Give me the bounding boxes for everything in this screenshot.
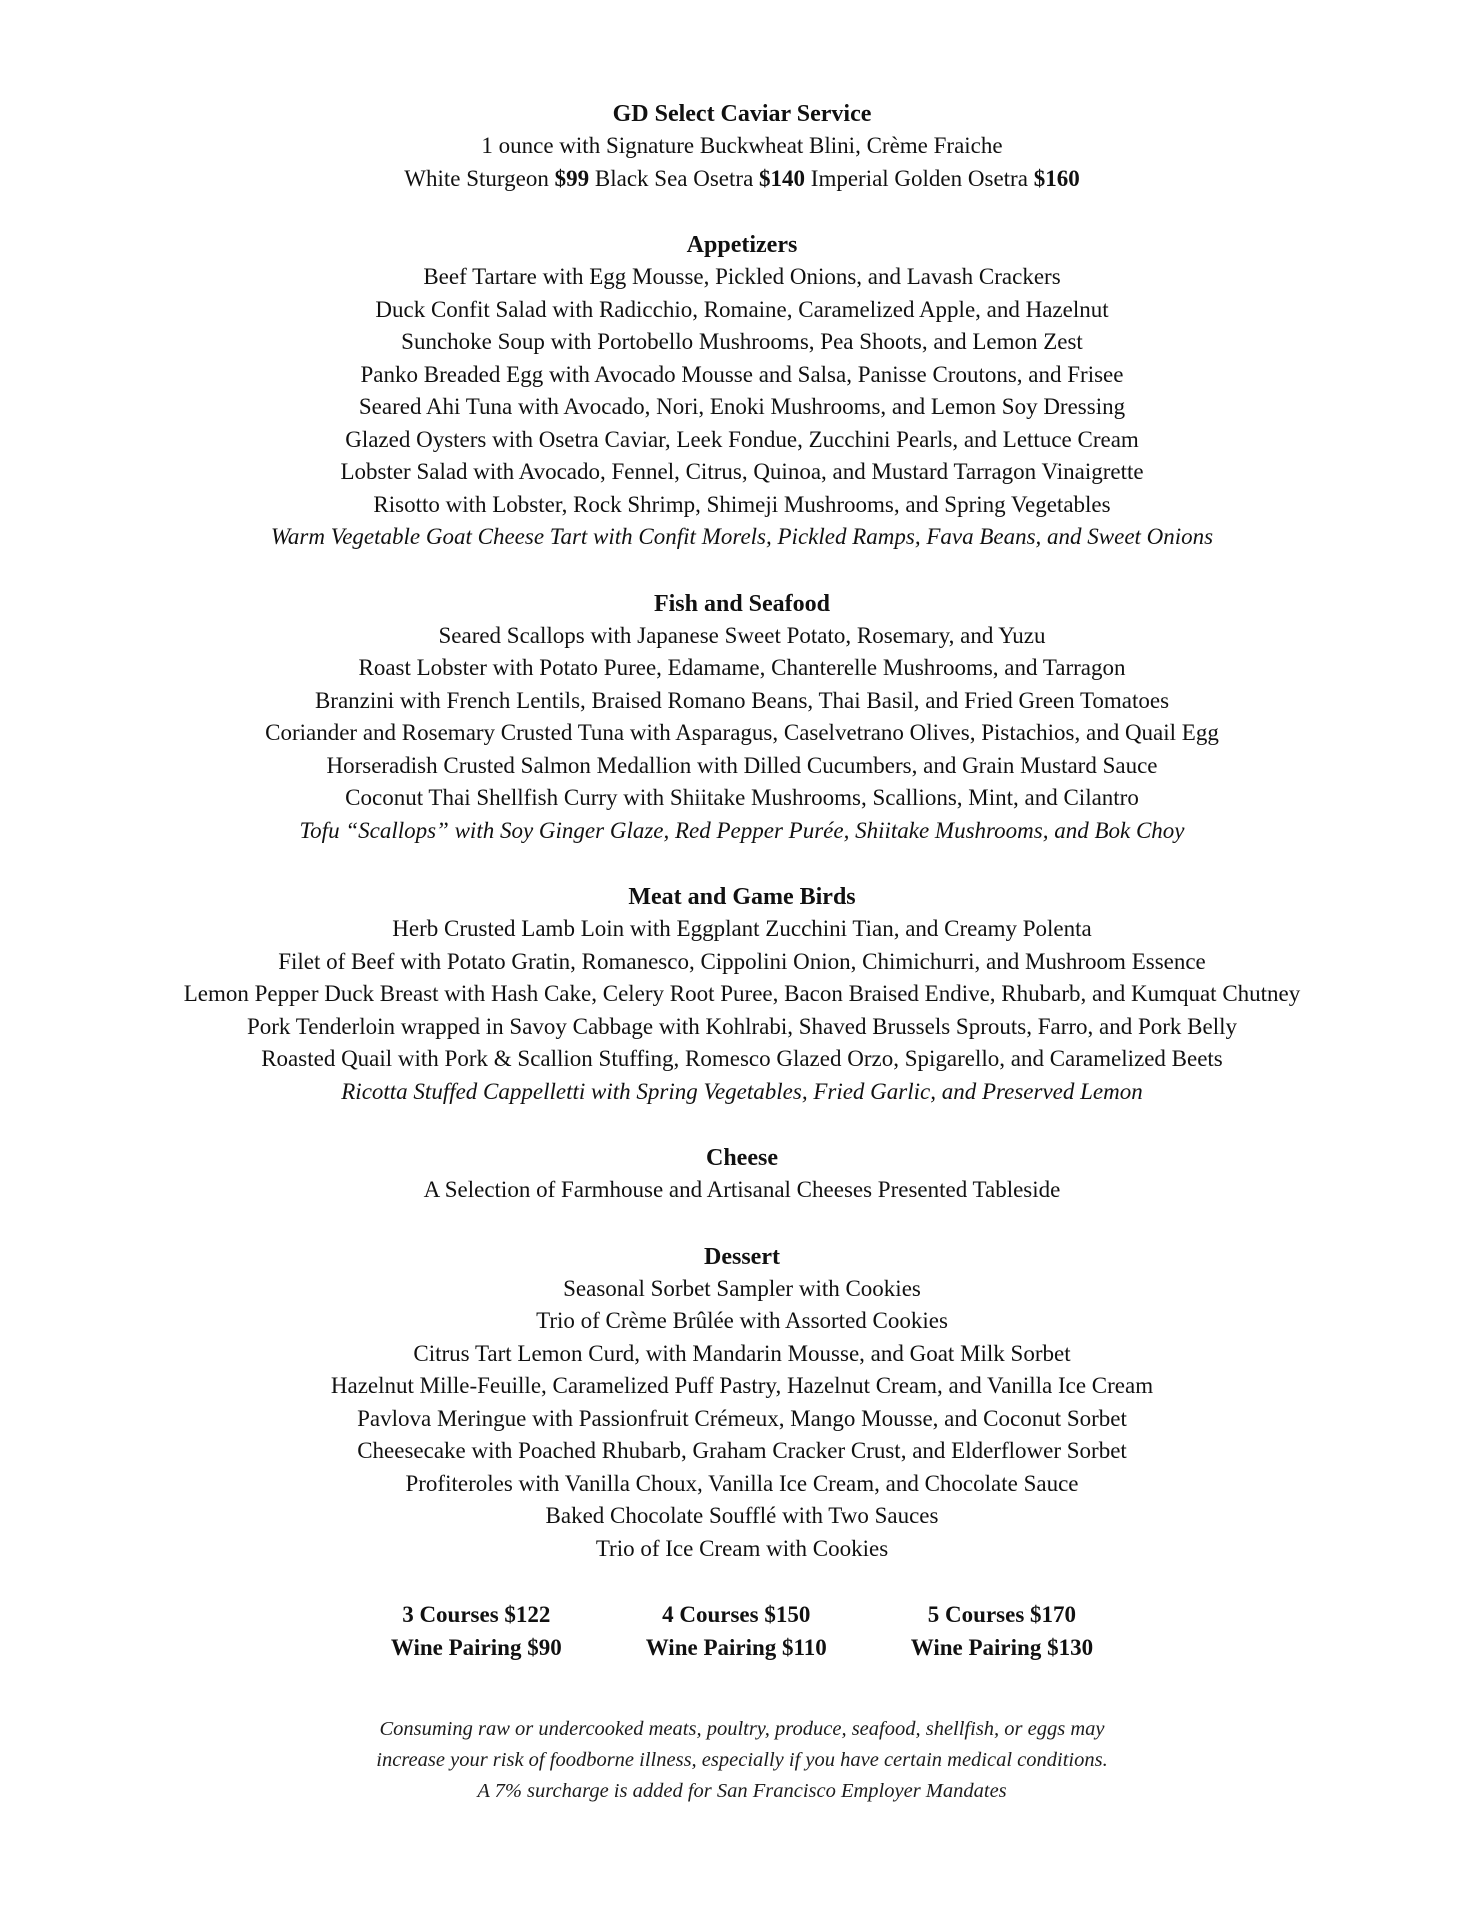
menu-item: Roast Lobster with Potato Puree, Edamame, Chanterelle Mushrooms, and Tarragon bbox=[358, 655, 1126, 680]
menu-item: Branzini with French Lentils, Braised Romano Beans, Thai Basil, and Fried Green Tomatoes bbox=[314, 687, 1170, 713]
menu-item: Trio of Ice Cream with Cookies bbox=[595, 1535, 889, 1561]
menu-section bbox=[0, 1142, 1484, 1207]
pricing-row bbox=[0, 1599, 1484, 1664]
courses-price: 3 Courses $122 bbox=[402, 1602, 551, 1627]
caviar-option-price: $140 bbox=[759, 165, 806, 191]
menu-item: Seasonal Sorbet Sampler with Cookies bbox=[563, 1275, 921, 1301]
menu-item: Baked Chocolate Soufflé with Two Sauces bbox=[545, 1503, 939, 1528]
menu-item: Coriander and Rosemary Crusted Tuna with Asparagus, Caselvetrano Olives, Pistachios, and Quail Egg bbox=[265, 720, 1219, 745]
menu-item: Seared Ahi Tuna with Avocado, Nori, Enoki Mushrooms, and Lemon Soy Dressing bbox=[358, 394, 1126, 419]
menu-item: Herb Crusted Lamb Loin with Eggplant Zucchini Tian, and Creamy Polenta bbox=[392, 916, 1092, 941]
pricing-column bbox=[391, 1599, 562, 1664]
caviar-option-name: Black Sea Osetra bbox=[589, 165, 760, 191]
section-title: Appetizers bbox=[686, 232, 798, 258]
menu-section bbox=[0, 588, 1484, 848]
menu-item: Hazelnut Mille-Feuille, Caramelized Puff Pastry, Hazelnut Cream, and Vanilla Ice Cream bbox=[330, 1373, 1154, 1398]
menu-section bbox=[0, 881, 1484, 1108]
disclaimer-line: A 7% surcharge is added for San Francisco Employer Mandates bbox=[477, 1780, 1007, 1802]
wine-pairing-price: Wine Pairing $110 bbox=[645, 1634, 827, 1660]
section-title: Dessert bbox=[704, 1243, 780, 1270]
disclaimer-line: Consuming raw or undercooked meats, poultry, produce, seafood, shellfish, or eggs may bbox=[379, 1718, 1105, 1740]
menu-item: Pork Tenderloin wrapped in Savoy Cabbage with Kohlrabi, Shaved Brussels Sprouts, Farro, and Pork Belly bbox=[246, 1013, 1238, 1039]
caviar-option-price: $160 bbox=[1033, 165, 1080, 191]
disclaimer-line: increase your risk of foodborne illness, especially if you have certain medical conditions. bbox=[376, 1749, 1108, 1771]
menu-item: Beef Tartare with Egg Mousse, Pickled Onions, and Lavash Crackers bbox=[423, 264, 1061, 289]
caviar-option-price: $99 bbox=[554, 165, 590, 191]
caviar-service-section bbox=[0, 98, 1484, 195]
menu-item: Pavlova Meringue with Passionfruit Crémeux, Mango Mousse, and Coconut Sorbet bbox=[357, 1405, 1127, 1431]
menu-section bbox=[0, 1241, 1484, 1566]
menu-section bbox=[0, 229, 1484, 554]
courses-price: 4 Courses $150 bbox=[662, 1602, 811, 1627]
menu-item: Ricotta Stuffed Cappelletti with Spring Vegetables, Fried Garlic, and Preserved Lemon bbox=[341, 1078, 1143, 1104]
caviar-option-name: White Sturgeon bbox=[404, 165, 555, 191]
menu-item: Coconut Thai Shellfish Curry with Shiitake Mushrooms, Scallions, Mint, and Cilantro bbox=[345, 785, 1139, 810]
menu-item: Lobster Salad with Avocado, Fennel, Citrus, Quinoa, and Mustard Tarragon Vinaigrette bbox=[340, 459, 1144, 484]
menu-item: Trio of Crème Brûlée with Assorted Cookies bbox=[536, 1308, 948, 1333]
pricing-column bbox=[646, 1599, 827, 1664]
menu-item: Lemon Pepper Duck Breast with Hash Cake, Celery Root Puree, Bacon Braised Endive, Rhubarb, and Kumquat Chutney bbox=[183, 981, 1301, 1006]
menu-item: Profiteroles with Vanilla Choux, Vanilla Ice Cream, and Chocolate Sauce bbox=[405, 1470, 1079, 1496]
section-title: Meat and Game Birds bbox=[628, 884, 856, 910]
menu-item: Roasted Quail with Pork & Scallion Stuffing, Romesco Glazed Orzo, Spigarello, and Caramelized Beets bbox=[261, 1046, 1223, 1071]
menu-item: Risotto with Lobster, Rock Shrimp, Shimeji Mushrooms, and Spring Vegetables bbox=[373, 491, 1111, 517]
menu-item: Sunchoke Soup with Portobello Mushrooms, Pea Shoots, and Lemon Zest bbox=[401, 329, 1083, 354]
wine-pairing-price: Wine Pairing $130 bbox=[910, 1634, 1094, 1660]
menu-item: Filet of Beef with Potato Gratin, Romanesco, Cippolini Onion, Chimichurri, and Mushroom Essence bbox=[278, 948, 1206, 974]
caviar-service-title: GD Select Caviar Service bbox=[612, 101, 872, 127]
menu-item: Seared Scallops with Japanese Sweet Potato, Rosemary, and Yuzu bbox=[438, 622, 1046, 648]
wine-pairing-price: Wine Pairing $90 bbox=[390, 1634, 562, 1660]
section-title: Fish and Seafood bbox=[653, 590, 831, 617]
menu-item: Warm Vegetable Goat Cheese Tart with Confit Morels, Pickled Ramps, Fava Beans, and Sweet Onions bbox=[270, 524, 1214, 549]
menu-item: Citrus Tart Lemon Curd, with Mandarin Mousse, and Goat Milk Sorbet bbox=[413, 1340, 1071, 1366]
caviar-service-description: 1 ounce with Signature Buckwheat Blini, Crème Fraiche bbox=[481, 133, 1003, 158]
menu-sections bbox=[0, 229, 1484, 1565]
caviar-options-line bbox=[0, 163, 1484, 196]
pricing-column bbox=[911, 1599, 1093, 1664]
footer-disclaimer bbox=[0, 1714, 1484, 1807]
caviar-option-name: Imperial Golden Osetra bbox=[805, 165, 1034, 191]
section-title: Cheese bbox=[706, 1145, 778, 1171]
menu-item: Horseradish Crusted Salmon Medallion with Dilled Cucumbers, and Grain Mustard Sauce bbox=[326, 752, 1158, 778]
menu-item: Glazed Oysters with Osetra Caviar, Leek Fondue, Zucchini Pearls, and Lettuce Cream bbox=[345, 426, 1139, 452]
menu-item: Panko Breaded Egg with Avocado Mousse and Salsa, Panisse Croutons, and Frisee bbox=[360, 361, 1124, 387]
courses-price: 5 Courses $170 bbox=[927, 1602, 1077, 1627]
menu-item: A Selection of Farmhouse and Artisanal Cheeses Presented Tableside bbox=[423, 1177, 1061, 1202]
menu-item: Duck Confit Salad with Radicchio, Romaine, Caramelized Apple, and Hazelnut bbox=[375, 296, 1109, 322]
menu-item: Cheesecake with Poached Rhubarb, Graham Cracker Crust, and Elderflower Sorbet bbox=[357, 1438, 1127, 1463]
menu-item: Tofu “Scallops” with Soy Ginger Glaze, Red Pepper Purée, Shiitake Mushrooms, and Bok Choy bbox=[299, 817, 1185, 843]
